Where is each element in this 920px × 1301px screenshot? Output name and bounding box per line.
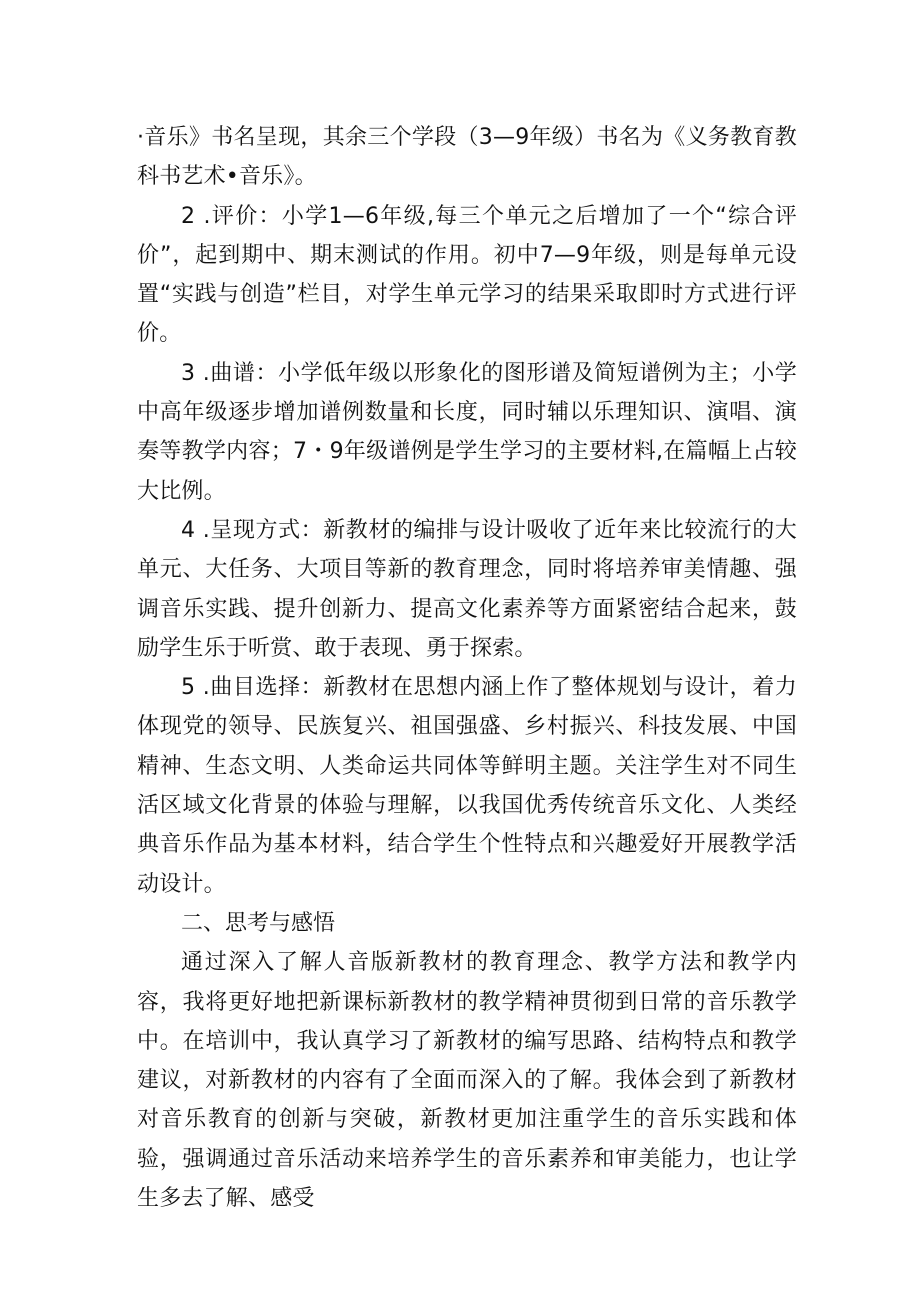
paragraph-evaluation: 2 .评价：小学1—6年级,每三个单元之后增加了一个“综合评价”，起到期中、期末测试的作用。初中7—9年级，则是每单元设置“实践与创造”栏目，对学生单元学习的结果采取即时方式进行评价。	[137, 203, 797, 347]
paragraph-score: 3 .曲谱：小学低年级以形象化的图形谱及简短谱例为主；小学中高年级逐步增加谱例数量和长度，同时辅以乐理知识、演唱、演奏等教学内容；7・9年级谱例是学生学习的主要材料,在篇幅上占较大比例。	[137, 360, 797, 504]
document-body	[137, 118, 797, 1218]
paragraph-repertoire: 5 .曲目选择：新教材在思想内涵上作了整体规划与设计，着力体现党的领导、民族复兴、祖国强盛、乡村振兴、科技发展、中国精神、生态文明、人类命运共同体等鲜明主题。关注学生对不同生活区域文化背景的体验与理解，以我国优秀传统音乐文化、人类经典音乐作品为基本材料，结合学生个性特点和兴趣爱好开展教学活动设计。	[137, 675, 797, 897]
paragraph-presentation: 4 .呈现方式：新教材的编排与设计吸收了近年来比较流行的大单元、大任务、大项目等新的教育理念，同时将培养审美情趣、强调音乐实践、提升创新力、提高文化素养等方面紧密结合起来，鼓励学生乐于听赏、敢于表现、勇于探索。	[137, 517, 797, 661]
section-body-paragraph: 通过深入了解人音版新教材的教育理念、教学方法和教学内容，我将更好地把新课标新教材的教学精神贯彻到日常的音乐教学中。在培训中，我认真学习了新教材的编写思路、结构特点和教学建议，对新教材的内容有了全面而深入的了解。我体会到了新教材对音乐教育的创新与突破，新教材更加注重学生的音乐实践和体验，强调通过音乐活动来培养学生的音乐素养和审美能力，也让学生多去了解、感受	[137, 950, 797, 1212]
paragraph-intro-continuation: ·音乐》书名呈现，其余三个学段（3—9年级）书名为《义务教育教科书艺术•音乐》。	[137, 125, 797, 190]
section-heading: 二、思考与感悟	[181, 910, 336, 936]
